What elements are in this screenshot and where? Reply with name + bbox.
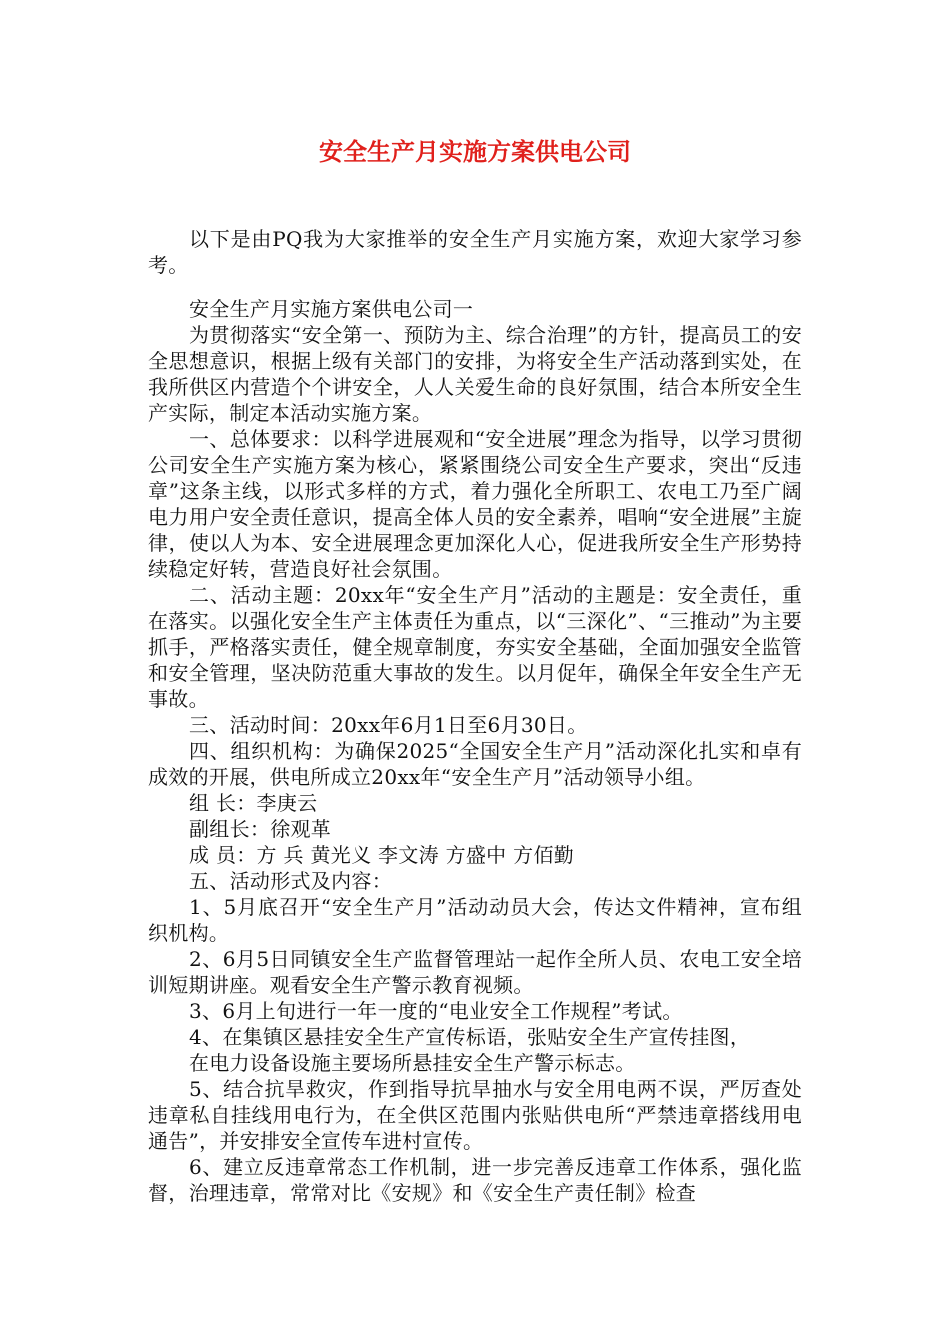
section-title: 安全生产月实施方案供电公司一: [189, 297, 474, 321]
paragraph: 2、6月5日同镇安全生产监督管理站一起作全所人员、农电工安全培训短期讲座。观看安全生产警示教育视频。: [148, 947, 802, 997]
page-title: 安全生产月实施方案供电公司: [319, 138, 631, 166]
paragraph: 二、活动主题：20xx年“安全生产月”活动的主题是：安全责任，重在落实。以强化安全生产主体责任为重点，以“三深化”、“三推动”为主要抓手，严格落实责任，健全规章制度，夯实安全基础，全面加强安全监管和安全管理，坚决防范重大事故的发生。以月促年，确保全年安全生产无事故。: [148, 583, 802, 711]
paragraph: 副组长：徐观革: [189, 817, 332, 841]
main-content: [148, 296, 802, 1206]
paragraph: 在电力设备设施主要场所悬挂安全生产警示标志。: [189, 1051, 636, 1075]
paragraph: 3、6月上旬进行一年一度的“电业安全工作规程”考试。: [189, 999, 683, 1023]
paragraph: 四、组织机构：为确保2025“全国安全生产月”活动深化扎实和卓有成效的开展，供电所成立20xx年“安全生产月”活动领导小组。: [148, 739, 802, 789]
paragraph: 1、5月底召开“安全生产月”活动动员大会，传达文件精神，宣布组织机构。: [148, 895, 802, 945]
paragraph: 组 长：李庚云: [189, 791, 318, 815]
paragraph: 三、活动时间：20xx年6月1日至6月30日。: [189, 713, 588, 737]
paragraph: 5、结合抗旱救灾，作到指导抗旱抽水与安全用电两不误，严厉查处违章私自挂线用电行为，在全供区范围内张贴供电所“严禁违章搭线用电通告”，并安排安全宣传车进村宣传。: [148, 1077, 802, 1153]
intro-paragraph: 以下是由PQ我为大家推举的安全生产月实施方案，欢迎大家学习参考。: [148, 227, 802, 277]
paragraph: 6、建立反违章常态工作机制，进一步完善反违章工作体系，强化监督，治理违章，常常对比《安规》和《安全生产责任制》检查: [148, 1155, 802, 1205]
paragraph: 4、在集镇区悬挂安全生产宣传标语，张贴安全生产宣传挂图，: [189, 1025, 751, 1049]
intro-block: [148, 226, 802, 278]
paragraph: 为贯彻落实“安全第一、预防为主、综合治理”的方针，提高员工的安全思想意识，根据上级有关部门的安排，为将安全生产活动落到实处，在我所供区内营造个个讲安全，人人关爱生命的良好氛围，结合本所安全生产实际，制定本活动实施方案。: [148, 323, 802, 425]
paragraph: 五、活动形式及内容：: [189, 869, 392, 893]
paragraph: 一、总体要求：以科学进展观和“安全进展”理念为指导，以学习贯彻公司安全生产实施方案为核心，紧紧围绕公司安全生产要求，突出“反违章”这条主线，以形式多样的方式，着力强化全所职工、农电工乃至广阔电力用户安全责任意识，提高全体人员的安全素养，唱响“安全进展”主旋律，使以人为本、安全进展理念更加深化人心，促进我所安全生产形势持续稳定好转，营造良好社会氛围。: [148, 427, 802, 581]
paragraph: 成 员：方 兵 黄光义 李文涛 方盛中 方佰勤: [189, 843, 575, 867]
